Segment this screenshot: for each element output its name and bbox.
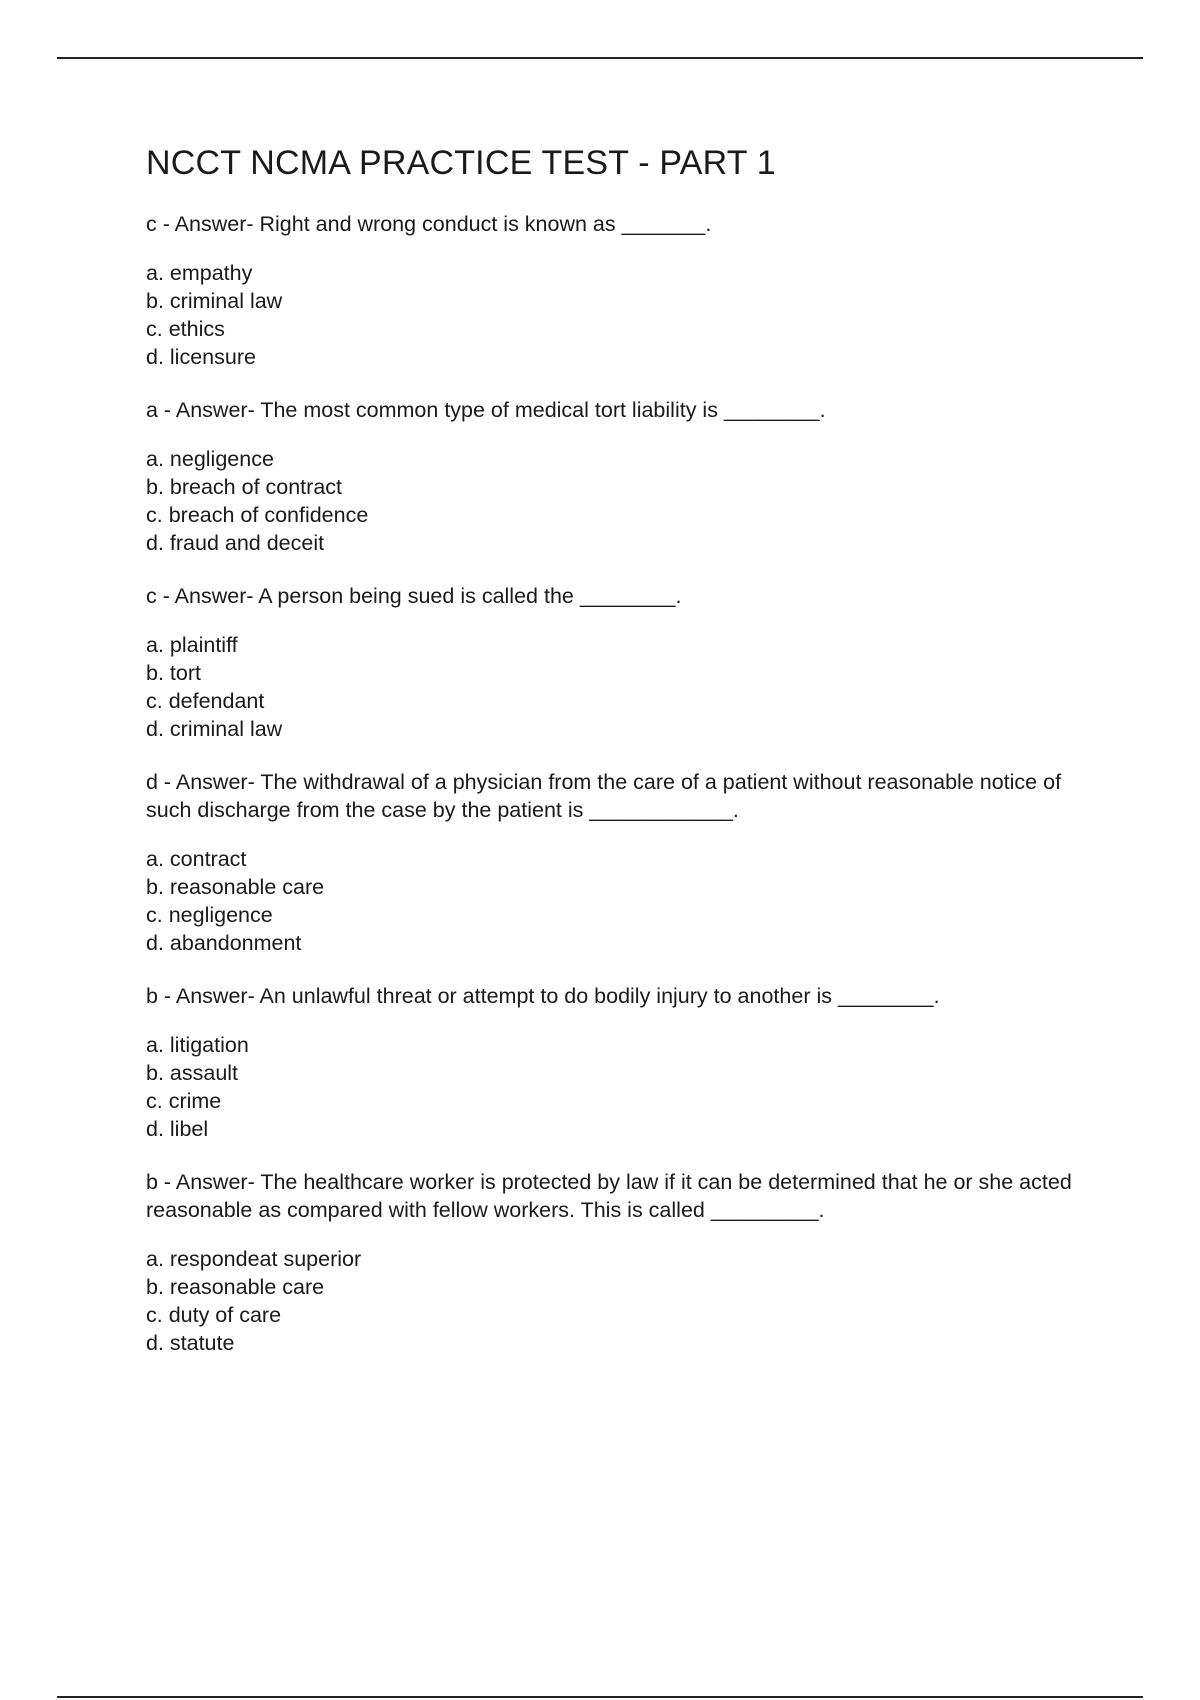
answer-option: b. tort — [146, 660, 201, 685]
answer-option: c. defendant — [146, 688, 265, 713]
answer-option: b. breach of contract — [146, 474, 342, 499]
answer-option: b. assault — [146, 1060, 239, 1085]
answer-option: b. reasonable care — [146, 1274, 325, 1299]
document-body — [146, 143, 1106, 1382]
answer-options — [146, 845, 1106, 957]
answer-option: d. criminal law — [146, 716, 283, 741]
question-block — [146, 582, 1106, 743]
answer-option: c. ethics — [146, 316, 225, 341]
answer-options — [146, 1031, 1106, 1143]
answer-option: d. fraud and deceit — [146, 530, 325, 555]
answer-option: c. negligence — [146, 902, 273, 927]
question-text: d - Answer- The withdrawal of a physician from the care of a patient without reasonable notice of such discharge from the case by the patient is ____________. — [146, 769, 1062, 822]
answer-option: a. litigation — [146, 1032, 249, 1057]
question-text: a - Answer- The most common type of medical tort liability is ________. — [146, 397, 826, 422]
answer-option: c. crime — [146, 1088, 222, 1113]
question-block — [146, 768, 1106, 957]
answer-option: a. plaintiff — [146, 632, 238, 657]
answer-options — [146, 1245, 1106, 1357]
answer-option: b. criminal law — [146, 288, 283, 313]
answer-option: d. statute — [146, 1330, 235, 1355]
question-block — [146, 210, 1106, 371]
question-text: b - Answer- An unlawful threat or attempt to do bodily injury to another is ________. — [146, 983, 940, 1008]
answer-option: b. reasonable care — [146, 874, 325, 899]
question-block — [146, 396, 1106, 557]
page-title: NCCT NCMA PRACTICE TEST - PART 1 — [146, 144, 776, 182]
answer-option: a. empathy — [146, 260, 253, 285]
answer-option: d. libel — [146, 1116, 209, 1141]
bottom-divider — [57, 1696, 1143, 1698]
answer-option: c. duty of care — [146, 1302, 282, 1327]
question-text: b - Answer- The healthcare worker is protected by law if it can be determined that he or she acted reasonable as compared with fellow workers. This is called _________. — [146, 1169, 1072, 1222]
answer-option: a. negligence — [146, 446, 274, 471]
question-block — [146, 1168, 1106, 1357]
answer-option: a. respondeat superior — [146, 1246, 362, 1271]
question-block — [146, 982, 1106, 1143]
answer-option: a. contract — [146, 846, 247, 871]
answer-option: d. abandonment — [146, 930, 302, 955]
answer-options — [146, 631, 1106, 743]
answer-options — [146, 259, 1106, 371]
answer-option: d. licensure — [146, 344, 256, 369]
top-divider — [57, 57, 1143, 59]
question-text: c - Answer- A person being sued is called the ________. — [146, 583, 682, 608]
question-text: c - Answer- Right and wrong conduct is known as _______. — [146, 211, 712, 236]
answer-options — [146, 445, 1106, 557]
answer-option: c. breach of confidence — [146, 502, 369, 527]
